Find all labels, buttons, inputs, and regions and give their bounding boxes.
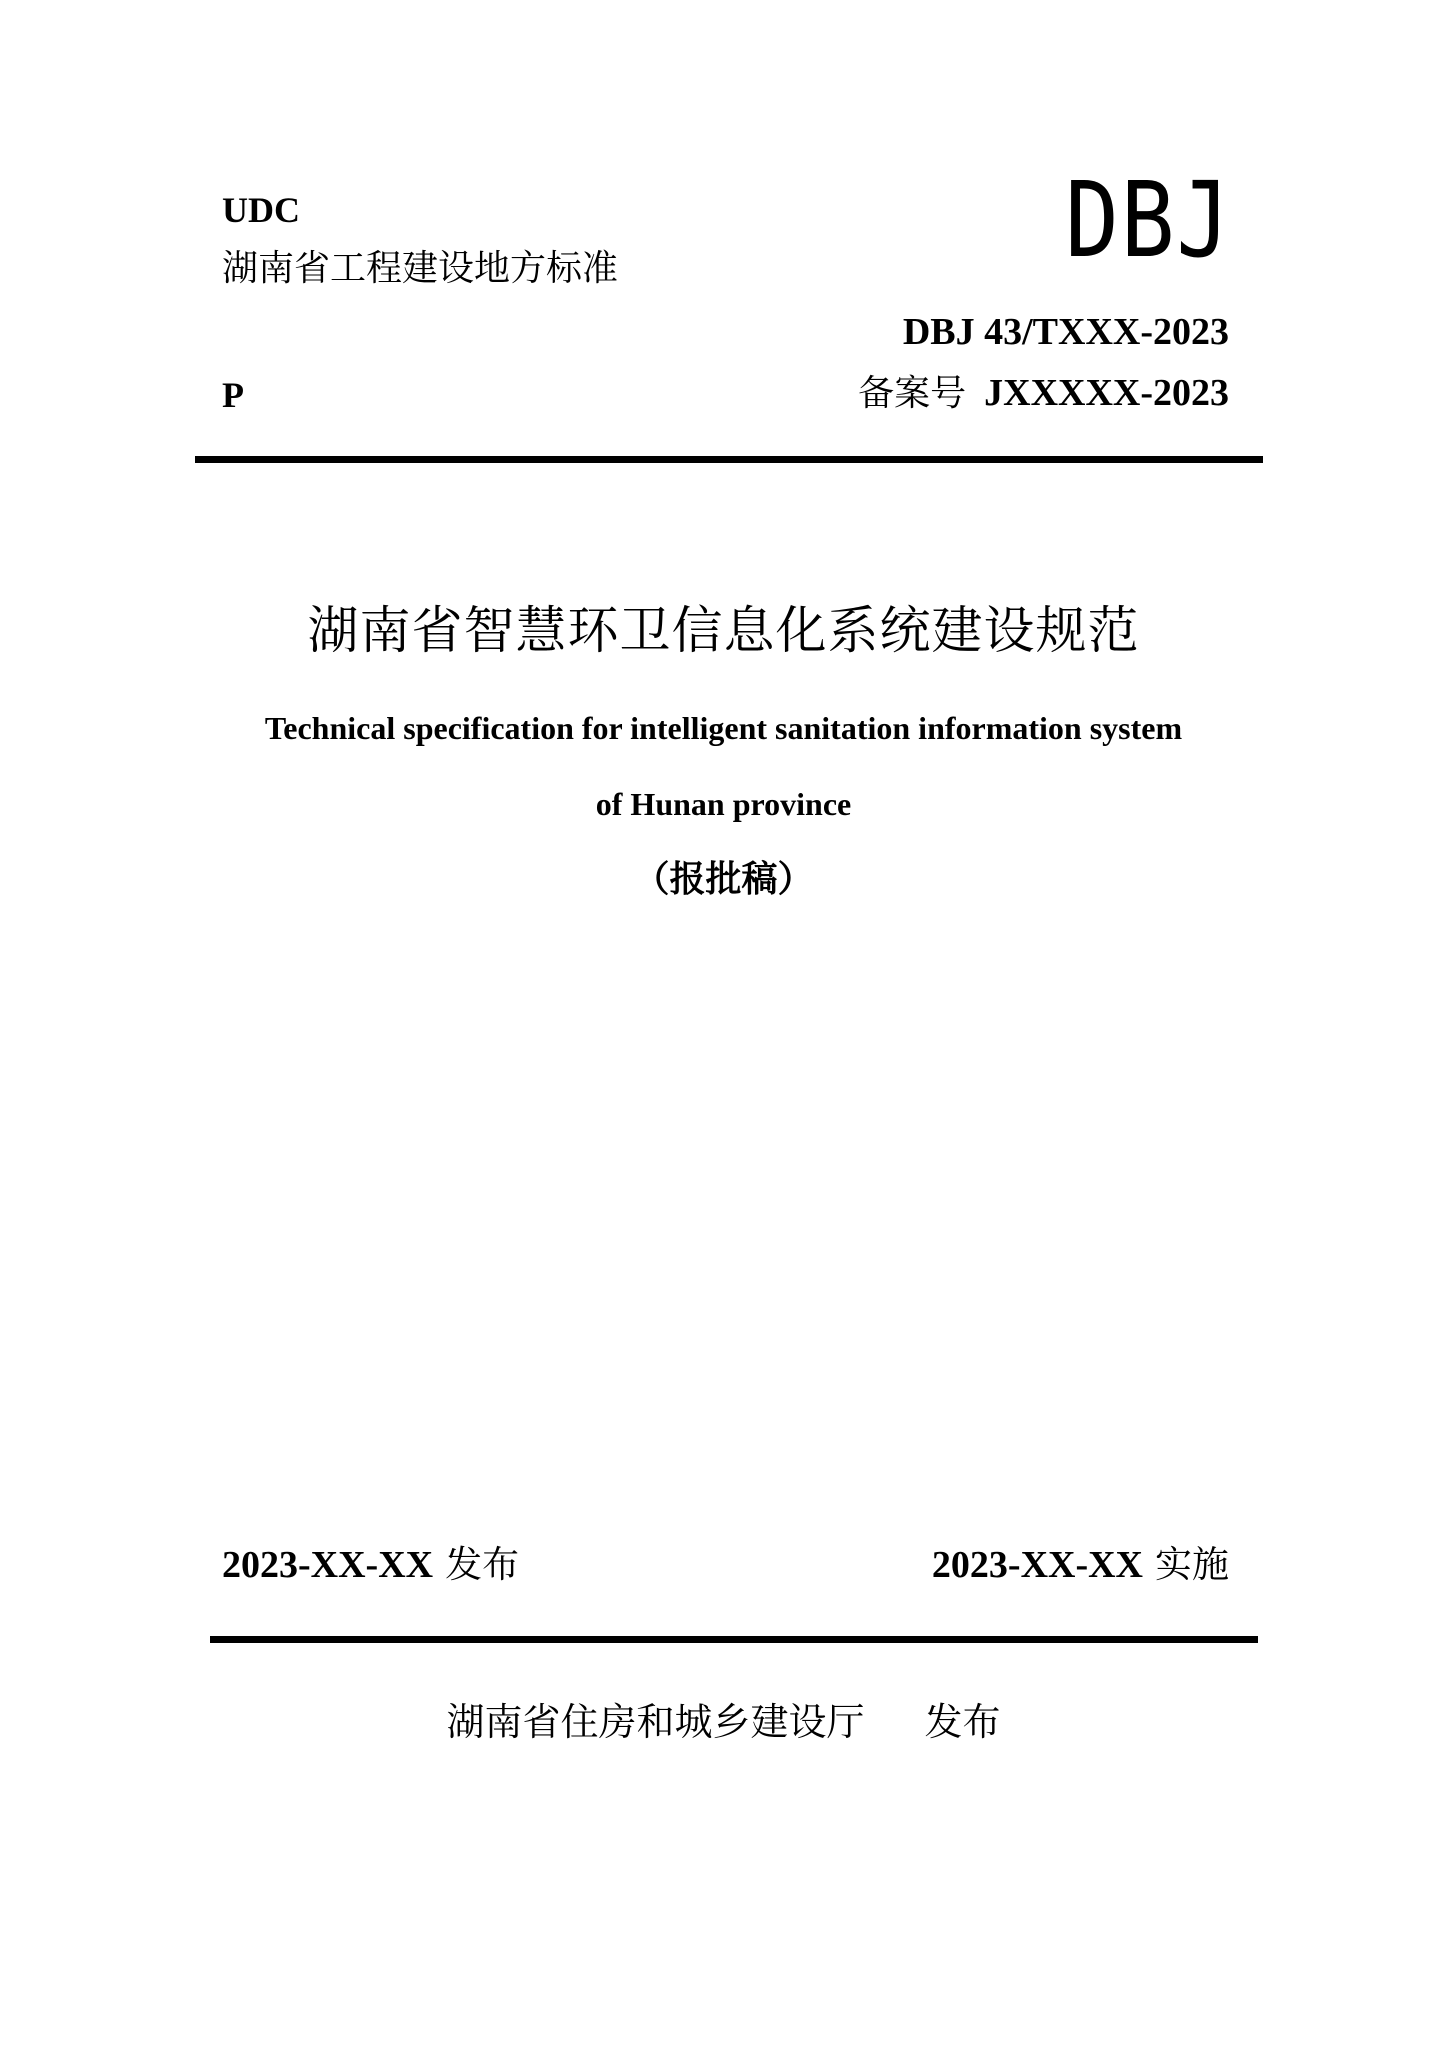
issue-date-label: 发布 (445, 1543, 520, 1586)
record-number-value: JXXXXX-2023 (984, 372, 1229, 414)
bottom-divider (210, 1636, 1258, 1643)
dbj-logo: DBJ (1065, 159, 1232, 281)
issue-date (222, 1541, 519, 1589)
document-title-english-line1: Technical specification for intelligent sanitation information system (264, 710, 1183, 746)
standard-category: 湖南省工程建设地方标准 (222, 248, 619, 289)
issuer-name: 湖南省住房和城乡建设厅 (446, 1700, 865, 1744)
effective-date (932, 1541, 1229, 1589)
issuer-action: 发布 (924, 1700, 1001, 1744)
udc-label: UDC (222, 190, 300, 230)
p-classification-code: P (222, 375, 244, 415)
document-title-english-line2: of Hunan province (595, 786, 852, 822)
effective-date-value: 2023-XX-XX (931, 1544, 1143, 1586)
draft-status: （报批稿） (633, 859, 814, 900)
record-number (858, 369, 1229, 418)
effective-date-label: 实施 (1155, 1543, 1229, 1586)
standard-number: DBJ 43/TXXX-2023 (902, 311, 1229, 353)
document-title-chinese: 湖南省智慧环卫信息化系统建设规范 (307, 602, 1140, 661)
record-number-label: 备案号 (858, 373, 967, 414)
top-divider (195, 456, 1263, 463)
issuer (0, 1697, 1447, 1747)
issue-date-value: 2023-XX-XX (222, 1544, 434, 1586)
